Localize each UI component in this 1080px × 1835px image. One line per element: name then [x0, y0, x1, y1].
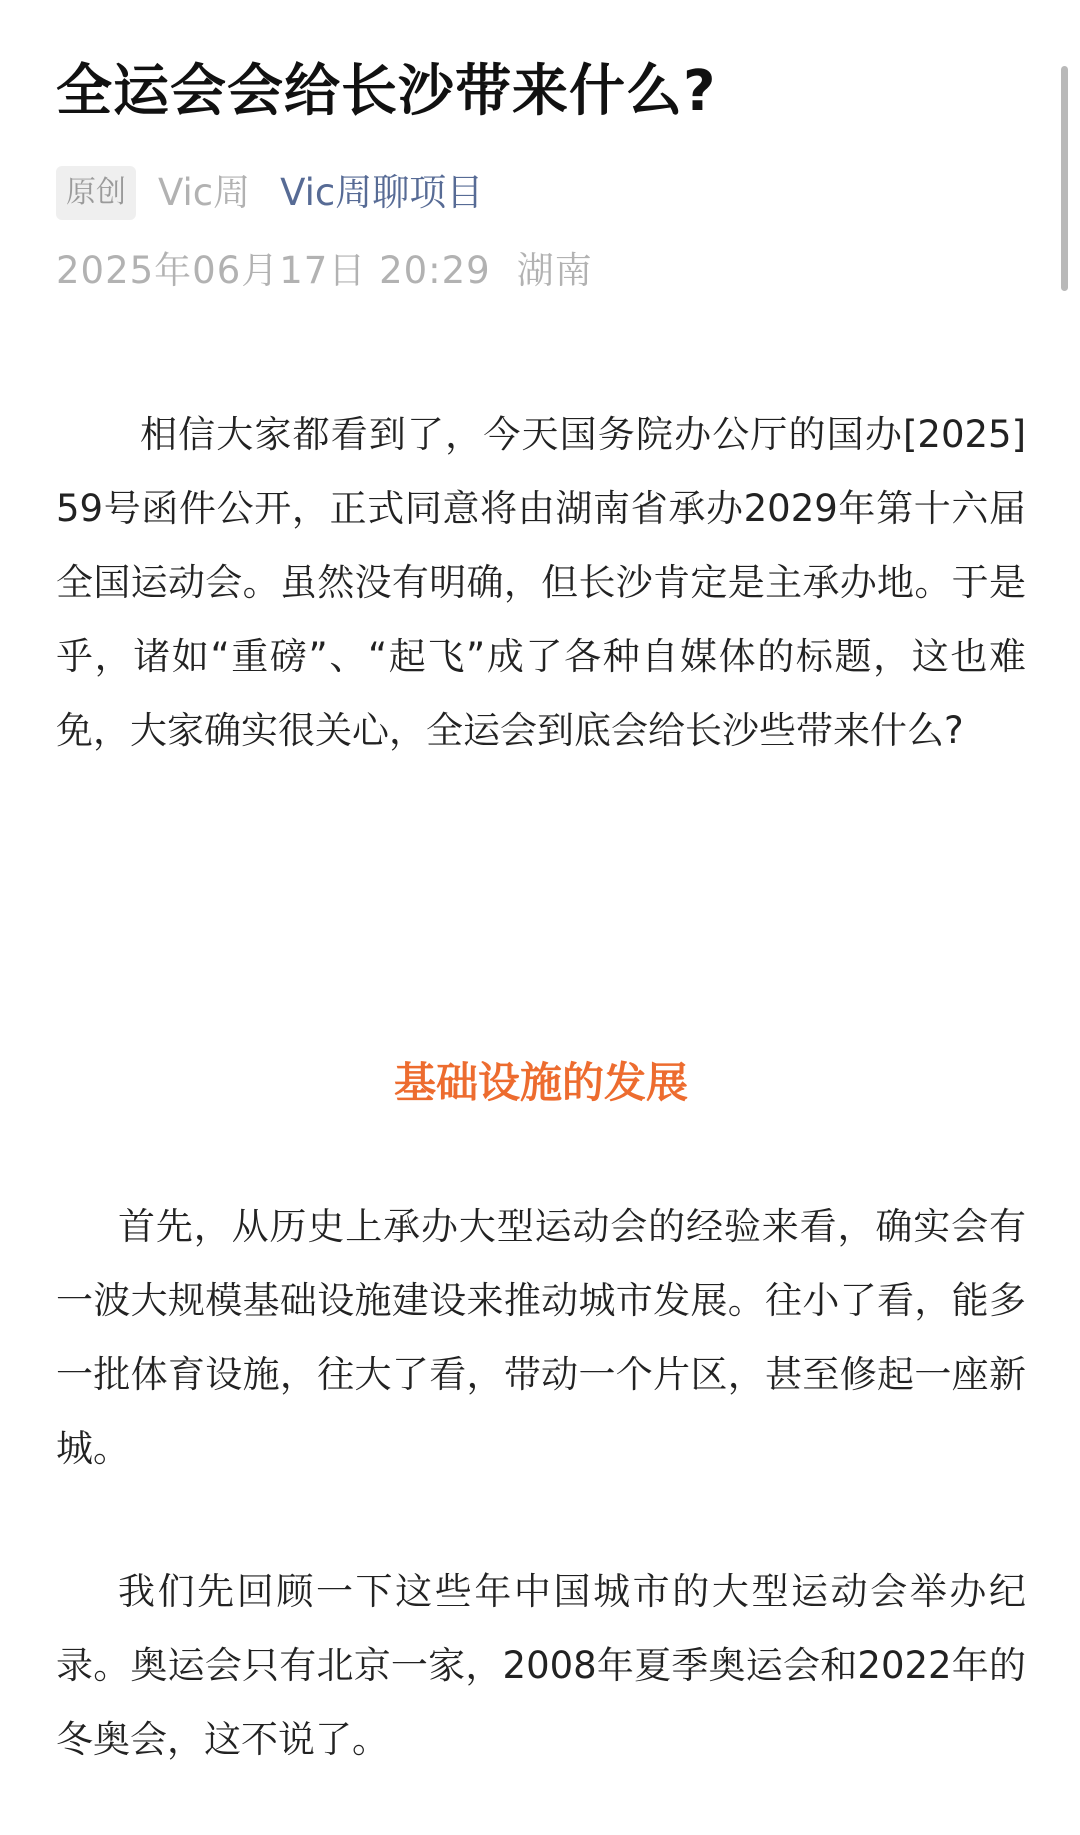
account-name-link[interactable]: Vic周聊项目 [280, 171, 484, 214]
publish-time: 2025年06月17日 20:29 [56, 249, 491, 292]
author-name: Vic周 [158, 171, 251, 214]
section-heading: 基础设施的发展 [393, 1058, 688, 1107]
article-title: 全运会会给长沙带来什么? [56, 59, 717, 124]
publish-info [56, 244, 1026, 298]
original-badge: 原创 [56, 166, 136, 220]
publish-location: 湖南 [516, 249, 593, 292]
paragraph-intro: 相信大家都看到了，今天国务院办公厅的国办[2025]59号函件公开，正式同意将由湖南省承办2029年第十六届全国运动会。虽然没有明确，但长沙肯定是主承办地。于是乎，诸如“重磅”、“起飞”成了各种自媒体的标题，这也难免，大家确实很关心，全运会到底会给长沙些带来什么? [56, 413, 1026, 752]
paragraph-infrastructure: 首先，从历史上承办大型运动会的经验来看，确实会有一波大规模基础设施建设来推动城市发展。往小了看，能多一批体育设施，往大了看，带动一个片区，甚至修起一座新城。 [56, 1205, 1026, 1470]
article [56, 0, 1026, 1761]
vertical-scrollbar[interactable] [1061, 66, 1068, 291]
paragraph-history: 我们先回顾一下这些年中国城市的大型运动会举办纪录。奥运会只有北京一家，2008年夏季奥运会和2022年的冬奥会，这不说了。 [56, 1570, 1026, 1761]
article-meta [56, 164, 1026, 222]
